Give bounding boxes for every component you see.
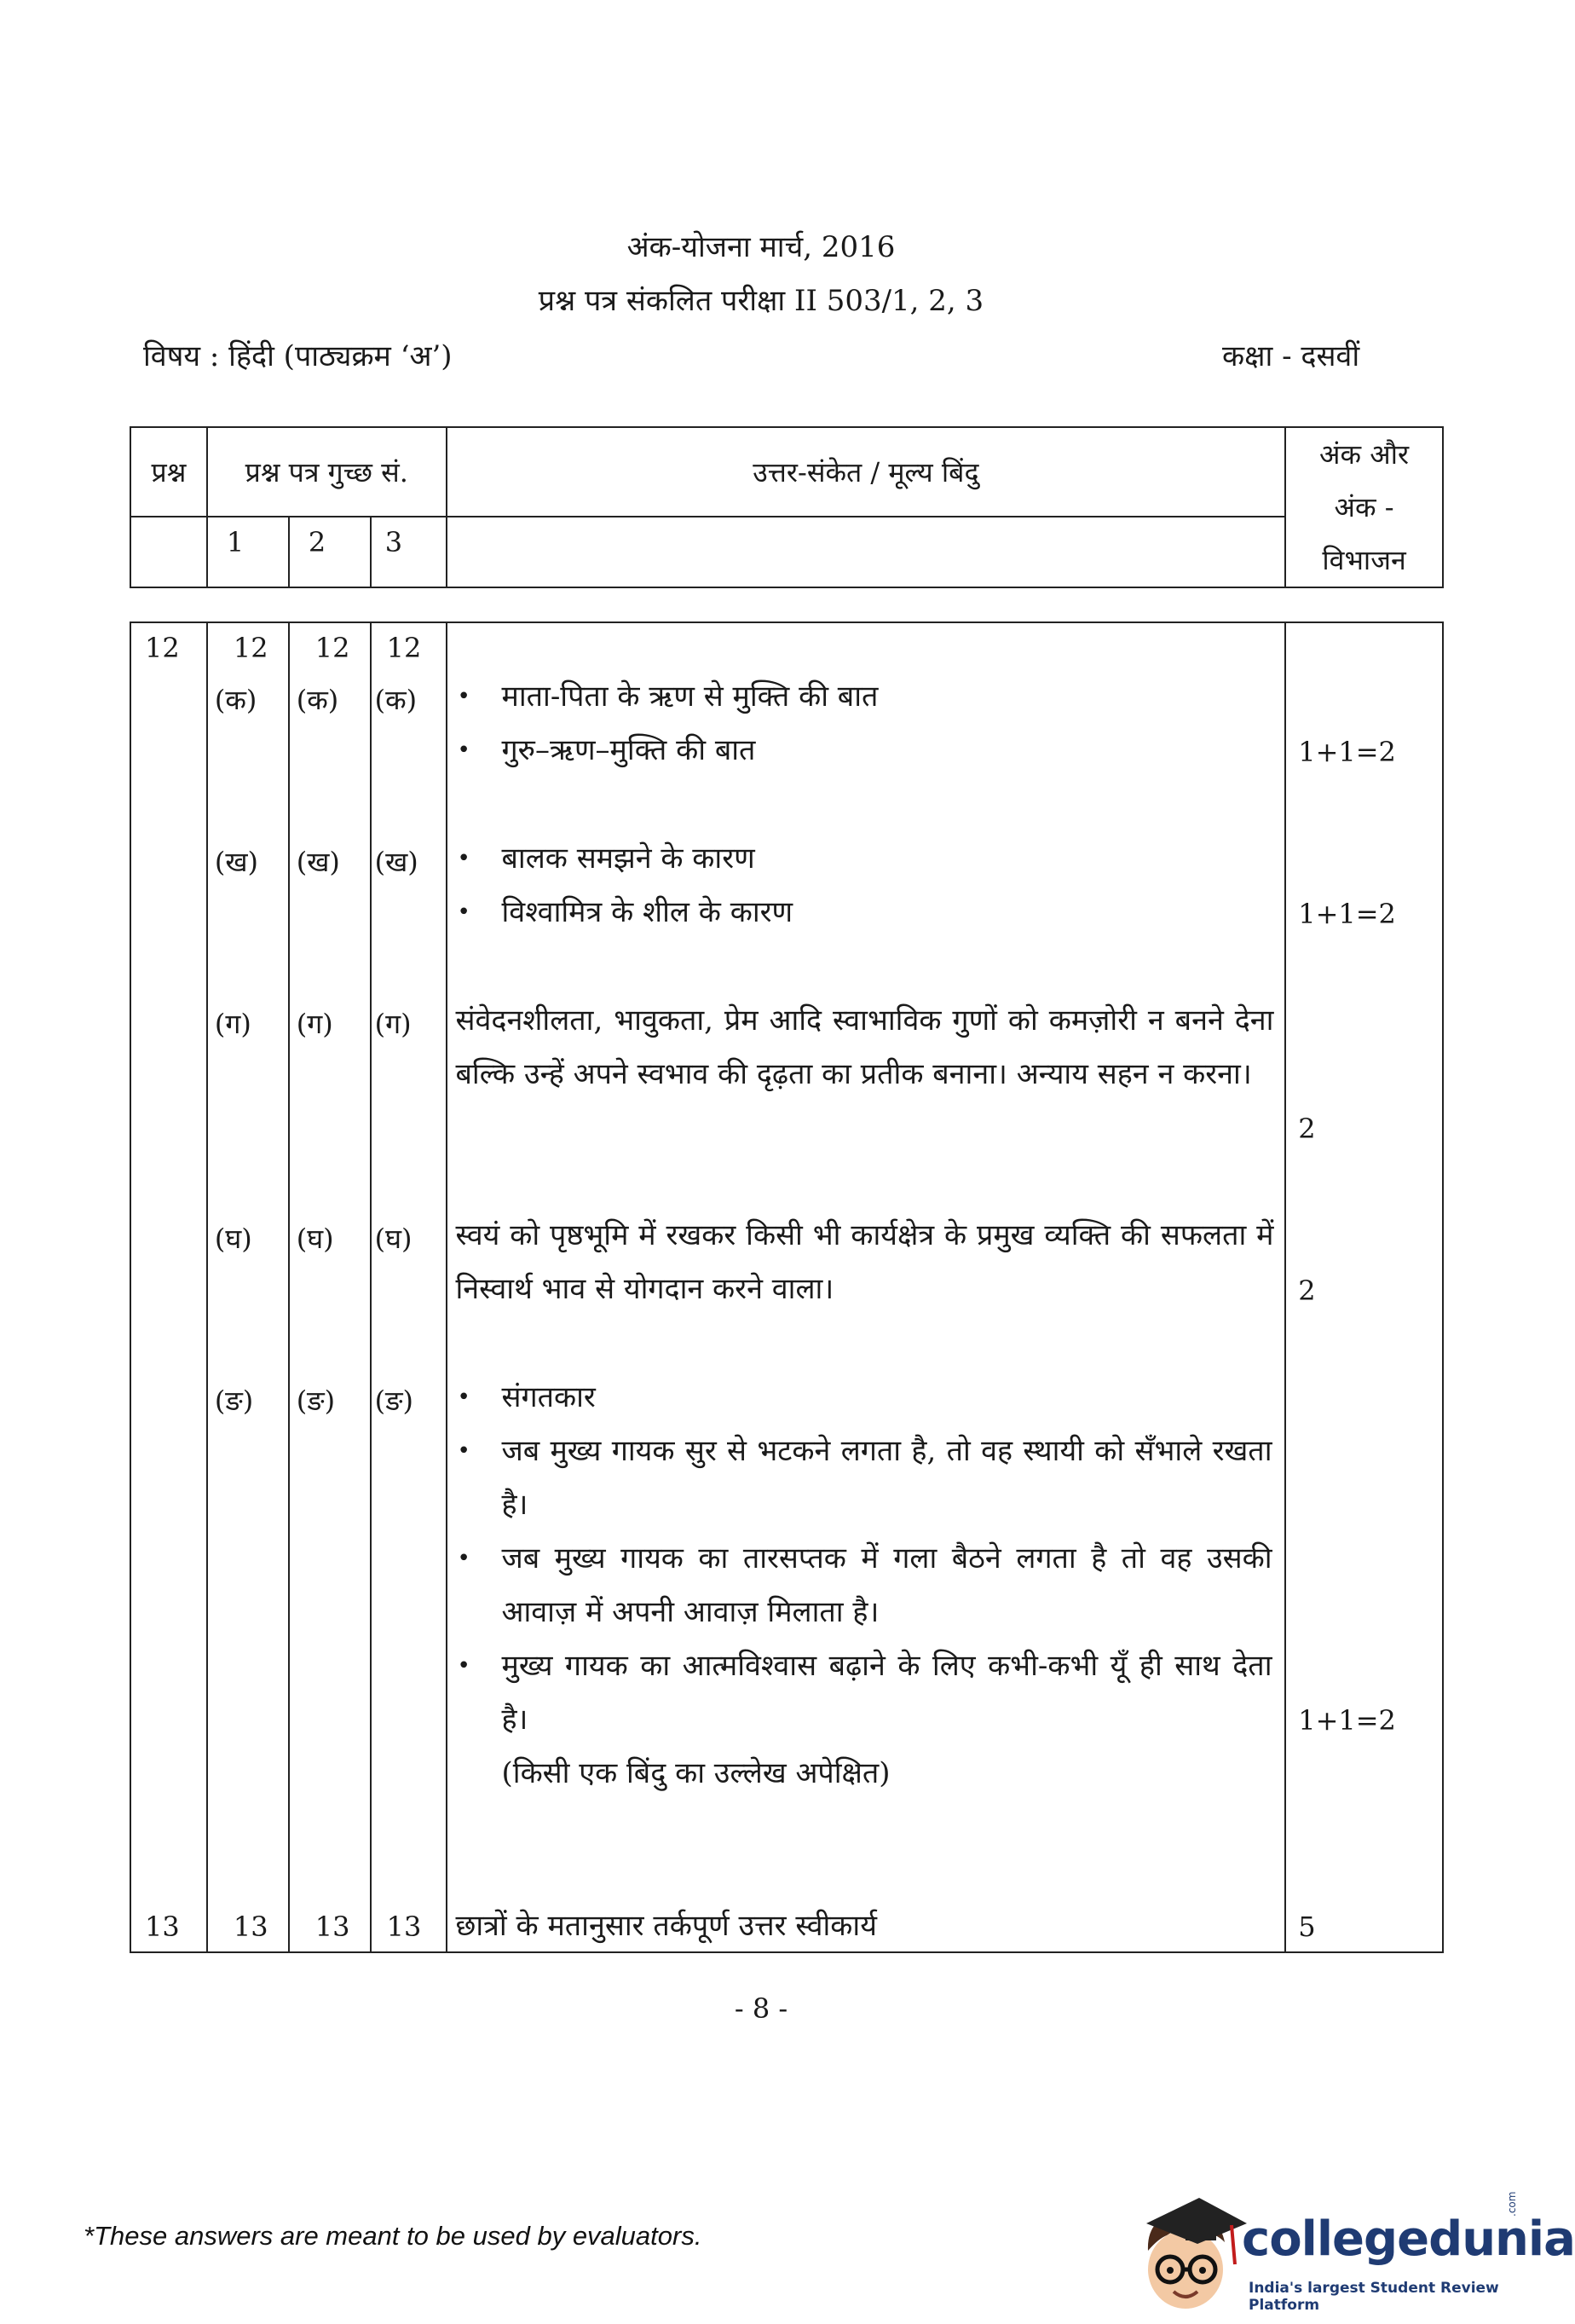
part-label: (घ) <box>214 1223 252 1255</box>
col-marks-line3: विभाजन <box>1322 544 1406 576</box>
paper-code-line: प्रश्न पत्र संकलित परीक्षा II 503/1, 2, 3 <box>538 284 984 318</box>
part-label: (ङ) <box>296 1385 336 1417</box>
set-1: 1 <box>207 517 289 587</box>
col-marks-line2: अंक - <box>1334 491 1394 523</box>
set-2: 2 <box>289 517 371 587</box>
marks-value: 1+1=2 <box>1298 898 1396 930</box>
answer-b <box>454 832 1272 939</box>
answer-d: स्वयं को पृष्ठभूमि में रखकर किसी भी कार्यक्षेत्र के प्रमुख व्यक्ति की सफलता में निस्वार्थ भाव से योगदान करने वाला। <box>455 1218 1274 1306</box>
answer-point: • जब मुख्य गायक सुर से भटकने लगता है, तो वह स्थायी को सँभाले रखता है। <box>502 1425 1272 1532</box>
marks-value: 2 <box>1298 1275 1316 1307</box>
answer-note: (किसी एक बिंदु का उल्लेख अपेक्षित) <box>501 1756 891 1790</box>
answer-point: • बालक समझने के कारण <box>502 832 1272 886</box>
set-question-number: 13 <box>314 1911 350 1943</box>
answer-point: • विश्वामित्र के शील के कारण <box>502 886 1272 939</box>
col-marks <box>1285 427 1443 587</box>
header-table <box>130 426 1444 588</box>
mascot-icon <box>1129 2191 1249 2324</box>
question-number: 13 <box>145 1911 180 1943</box>
part-label: (घ) <box>296 1223 334 1255</box>
evaluator-note: *These answers are meant to be used by evaluators. <box>84 2221 702 2251</box>
part-label: (ग) <box>296 1008 333 1040</box>
marks-value: 1+1=2 <box>1298 1704 1396 1737</box>
set-question-number: 13 <box>386 1911 422 1943</box>
part-label: (ङ) <box>214 1385 254 1417</box>
part-label: (क) <box>214 684 257 716</box>
part-label: (ख) <box>214 846 259 878</box>
part-label: (ग) <box>374 1008 412 1040</box>
set-3: 3 <box>371 517 447 587</box>
set-3-column <box>371 622 447 1952</box>
set-1-column <box>207 622 289 1952</box>
col-paper-set: प्रश्न पत्र गुच्छ सं. <box>207 427 447 517</box>
part-label: (ख) <box>296 846 340 878</box>
marks-value: 5 <box>1298 1911 1316 1943</box>
answer-point: • माता-पिता के ऋण से मुक्ति की बात <box>502 670 1272 724</box>
set-2-column <box>289 622 371 1952</box>
answer-q13: छात्रों के मतानुसार तर्कपूर्ण उत्तर स्वीकार्य <box>455 1909 877 1943</box>
part-label: (क) <box>296 684 339 716</box>
answer-a <box>454 670 1272 778</box>
logo-tagline: India's largest Student Review Platform <box>1249 2280 1499 2314</box>
part-label: (ख) <box>374 846 418 878</box>
marks-value: 1+1=2 <box>1298 736 1396 768</box>
answer-point: • जब मुख्य गायक का तारसप्तक में गला बैठने लगता है तो वह उसकी आवाज़ में अपनी आवाज़ मिलाता है। <box>502 1532 1272 1639</box>
class-label: कक्षा - दसवीं <box>1222 339 1360 373</box>
document-title: अंक-योजना मार्च, 2016 <box>626 230 896 264</box>
part-label: (ग) <box>214 1008 251 1040</box>
answer-e <box>454 1371 1272 1801</box>
col-answer: उत्तर-संकेत / मूल्य बिंदु <box>447 427 1285 517</box>
page-number: - 8 - <box>734 1992 788 2025</box>
answer-point: • संगतकार <box>502 1371 1272 1425</box>
question-column <box>130 622 207 1952</box>
marks-column <box>1285 622 1443 1952</box>
answer-c: संवेदनशीलता, भावुकता, प्रेम आदि स्वाभाविक गुणों को कमज़ोरी न बनने देना बल्कि उन्हें अपने स्वभाव की दृढ़ता का प्रतीक बनाना। अन्याय सहन न करना। <box>455 1003 1274 1091</box>
empty-cell <box>130 517 207 587</box>
set-question-number: 12 <box>314 632 350 664</box>
subject-label: विषय : हिंदी (पाठ्यक्रम ‘अ’) <box>143 339 453 373</box>
part-label: (घ) <box>374 1223 412 1255</box>
part-label: (क) <box>374 684 418 716</box>
set-question-number: 13 <box>233 1911 268 1943</box>
col-question: प्रश्न <box>130 427 207 517</box>
part-label: (ङ) <box>374 1385 413 1417</box>
answer-column <box>447 622 1286 1952</box>
set-question-number: 12 <box>233 632 268 664</box>
logo-suffix: .com <box>1506 2191 1518 2217</box>
question-number: 12 <box>145 632 180 664</box>
answer-table <box>130 621 1444 1953</box>
marks-value: 2 <box>1298 1113 1316 1145</box>
collegedunia-logo[interactable] <box>1129 2191 1575 2324</box>
set-question-number: 12 <box>386 632 422 664</box>
answer-point: • गुरु–ऋण–मुक्ति की बात <box>502 724 1272 778</box>
empty-cell <box>447 517 1285 587</box>
col-marks-line1: अंक और <box>1319 438 1410 471</box>
logo-wordmark: collegedunia <box>1242 2211 1575 2267</box>
answer-point: • मुख्य गायक का आत्मविश्वास बढ़ाने के लिए कभी-कभी यूँ ही साथ देता है। <box>502 1639 1272 1747</box>
